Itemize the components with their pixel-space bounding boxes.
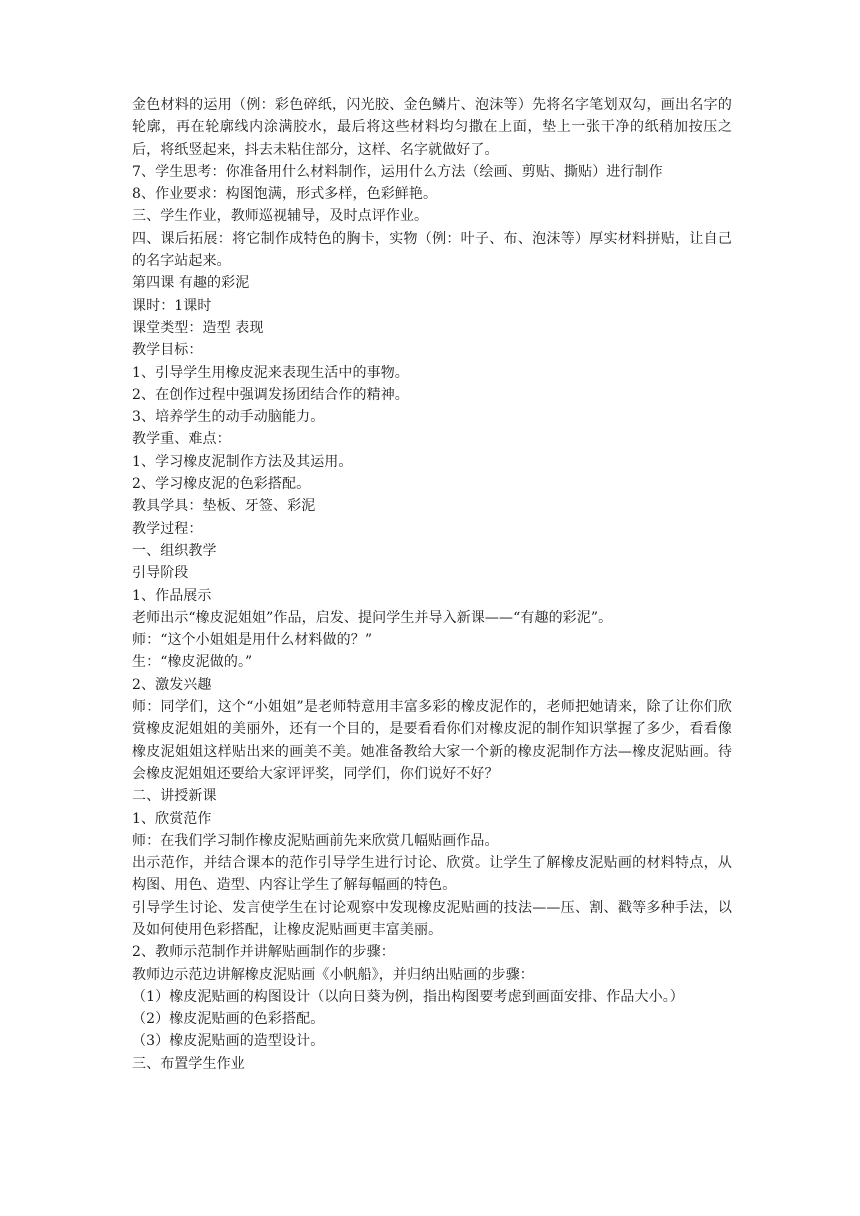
line-step-7: 7、学生思考：你准备用什么材料制作，运用什么方法（绘画、剪贴、撕贴）进行制作 [132,163,663,180]
line-step-shape: （3）橡皮泥贴画的造型设计。 [132,1033,325,1050]
paragraph-gold-materials: 金色材料的运用（例：彩色碎纸，闪光胶、金色鳞片、泡沫等）先将名字笔划双勾，画出名字的轮廓，再在轮廓线内涂满胶水，最后将这些材料均匀撒在上面，垫上一张干净的纸稍加按压之后，将纸竖起来，抖去未粘住部分，这样、名字就做好了。 [132,97,732,158]
line-guide-stage: 引导阶段 [132,565,189,582]
paragraph-teacher-speech: 师：同学们，这个“小姐姐”是老师特意用丰富多彩的橡皮泥作的，老师把她请来，除了让你们欣赏橡皮泥姐姐的美丽外，还有一个目的，是要看看你们对橡皮泥的制作知识掌握了多少，看看像橡皮泥姐姐这样贴出来的画美不美。她准备教给大家一个新的橡皮泥制作方法—橡皮泥贴画。待会橡皮泥姐姐还要给大家评评奖，同学们，你们说好不好？ [132,699,732,782]
line-section-2: 二、讲授新课 [132,788,217,805]
document-body [132,94,732,1075]
line-step-color: （2）橡皮泥贴画的色彩搭配。 [132,1011,325,1028]
paragraph-show-works: 出示范作，并结合课本的范作引导学生进行讨论、欣赏。让学生了解橡皮泥贴画的材料特点，从构图、用色、造型、内容让学生了解每幅画的特色。 [132,855,732,894]
line-appreciate-works: 1、欣赏范作 [132,810,212,827]
line-key-point-1: 1、学习橡皮泥制作方法及其运用。 [132,453,353,470]
heading-objectives: 教学目标： [132,342,203,359]
line-teacher-question: 师：“这个小姐姐是用什么材料做的？” [132,632,373,649]
line-key-point-2: 2、学习橡皮泥的色彩搭配。 [132,476,311,493]
line-objective-3: 3、培养学生的动手动脑能力。 [132,409,325,426]
line-teacher-appreciate: 师：在我们学习制作橡皮泥贴画前先来欣赏几幅贴画作品。 [132,832,499,849]
line-step-composition: （1）橡皮泥贴画的构图设计（以向日葵为例，指出构图要考虑到画面安排、作品大小。） [132,988,684,1005]
heading-process: 教学过程： [132,520,203,537]
paragraph-section-4: 四、课后拓展：将它制作成特色的胸卡，实物（例：叶子、布、泡沫等）厚实材料拼贴，让自己的名字站起来。 [132,230,732,270]
line-class-type: 课堂类型：造型 表现 [132,319,264,336]
line-objective-1: 1、引导学生用橡皮泥来表现生活中的事物。 [132,364,409,381]
line-process-1: 一、组织教学 [132,542,217,559]
line-demo-boat: 教师边示范边讲解橡皮泥贴画《小帆船》，并归纳出贴画的步骤： [132,966,534,983]
line-teaching-aids: 教具学具：垫板、牙签、彩泥 [132,498,316,515]
line-student-answer: 生：“橡皮泥做的。” [132,654,253,671]
line-stimulate-interest: 2、激发兴趣 [132,676,212,693]
line-step-8: 8、作业要求：构图饱满，形式多样，色彩鲜艳。 [132,186,438,203]
line-teacher-shows: 老师出示“橡皮泥姐姐”作品，启发、提问学生并导入新课——“有趣的彩泥”。 [132,609,613,626]
line-section-3-homework: 三、布置学生作业 [132,1055,245,1072]
lesson-title: 第四课 有趣的彩泥 [132,275,250,292]
line-section-3: 三、学生作业，教师巡视辅导，及时点评作业。 [132,208,429,225]
line-objective-2: 2、在创作过程中强调发扬团结合作的精神。 [132,386,409,403]
line-works-display: 1、作品展示 [132,587,212,604]
line-class-hours: 课时：1课时 [132,297,212,314]
heading-key-points: 教学重、难点： [132,431,231,448]
line-teacher-demo: 2、教师示范制作并讲解贴画制作的步骤： [132,944,395,961]
paragraph-guide-discussion: 引导学生讨论、发言使学生在讨论观察中发现橡皮泥贴画的技法——压、割、戳等多种手法，以及如何使用色彩搭配，让橡皮泥贴画更丰富美丽。 [132,899,732,938]
